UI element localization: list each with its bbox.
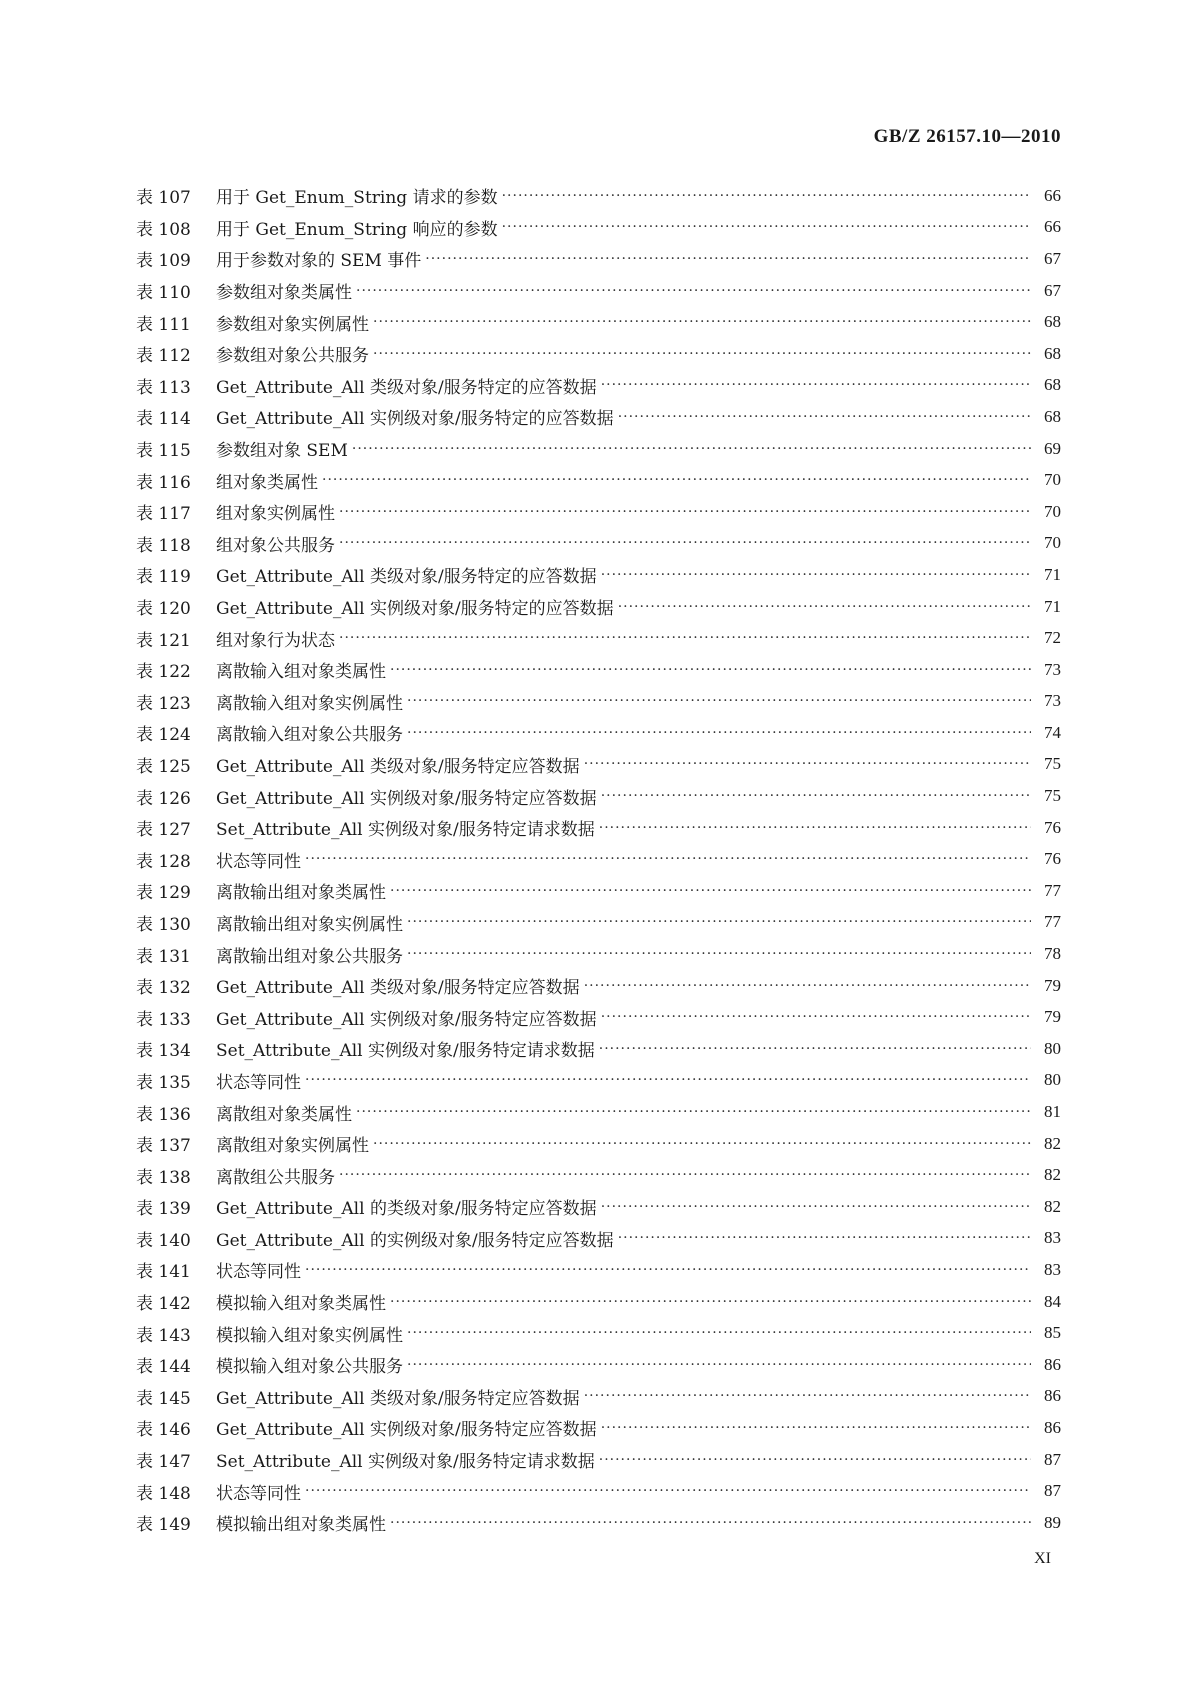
toc-entry[interactable] — [136, 591, 1061, 623]
toc-entry-page: 87 — [1044, 1481, 1061, 1501]
toc-entry-page: 66 — [1044, 185, 1061, 205]
toc-entry[interactable] — [136, 1128, 1061, 1160]
toc-entry-number: 表 139 — [136, 1199, 191, 1220]
toc-entry-number: 表 111 — [136, 314, 191, 335]
toc-entry-page: 82 — [1044, 1133, 1061, 1153]
toc-entry[interactable] — [136, 875, 1061, 907]
toc-entry[interactable] — [136, 686, 1061, 718]
toc-entry-title: 组对象类属性 — [216, 472, 318, 493]
toc-entry-number: 表 112 — [136, 346, 191, 367]
toc-entry-page: 85 — [1044, 1323, 1061, 1343]
toc-entry[interactable] — [136, 1096, 1061, 1128]
toc-entry-number: 表 146 — [136, 1420, 191, 1441]
toc-leader-dots — [390, 1294, 1031, 1310]
toc-leader-dots — [407, 946, 1031, 962]
toc-leader-dots — [305, 1262, 1031, 1278]
toc-entry-title: 模拟输入组对象公共服务 — [216, 1357, 403, 1378]
toc-entry-title: Get_Attribute_All 实例级对象/服务特定应答数据 — [216, 1009, 597, 1030]
toc-entry-page: 67 — [1044, 248, 1061, 268]
toc-entry[interactable] — [136, 1475, 1061, 1507]
toc-entry-number: 表 144 — [136, 1357, 191, 1378]
toc-entry[interactable] — [136, 1033, 1061, 1065]
toc-entry-number: 表 134 — [136, 1041, 191, 1062]
toc-entry[interactable] — [136, 1317, 1061, 1349]
toc-entry-title: 模拟输入组对象实例属性 — [216, 1325, 403, 1346]
toc-leader-dots — [601, 788, 1031, 804]
toc-entry-number: 表 141 — [136, 1262, 191, 1283]
toc-leader-dots — [601, 1009, 1031, 1025]
toc-leader-dots — [356, 283, 1031, 299]
toc-entry-page: 86 — [1044, 1417, 1061, 1437]
toc-entry-number: 表 121 — [136, 630, 191, 651]
toc-entry-number: 表 128 — [136, 851, 191, 872]
toc-entry-title: 组对象实例属性 — [216, 504, 335, 525]
toc-entry[interactable] — [136, 1412, 1061, 1444]
toc-entry-title: Get_Attribute_All 类级对象/服务特定应答数据 — [216, 1388, 580, 1409]
toc-entry-title: Get_Attribute_All 实例级对象/服务特定应答数据 — [216, 1420, 597, 1441]
toc-entry-page: 82 — [1044, 1196, 1061, 1216]
toc-entry[interactable] — [136, 1159, 1061, 1191]
toc-entry-number: 表 114 — [136, 409, 191, 430]
toc-entry-number: 表 131 — [136, 946, 191, 967]
toc-entry-number: 表 138 — [136, 1167, 191, 1188]
toc-entry-number: 表 133 — [136, 1009, 191, 1030]
toc-entry[interactable] — [136, 1191, 1061, 1223]
toc-leader-dots — [425, 251, 1031, 267]
toc-entry-page: 72 — [1044, 628, 1061, 648]
toc-leader-dots — [584, 1388, 1031, 1404]
toc-leader-dots — [407, 914, 1031, 930]
toc-entry[interactable] — [136, 717, 1061, 749]
toc-entry-title: Get_Attribute_All 的类级对象/服务特定应答数据 — [216, 1199, 597, 1220]
toc-entry-number: 表 119 — [136, 567, 191, 588]
toc-entry-number: 表 109 — [136, 251, 191, 272]
toc-entry-page: 68 — [1044, 375, 1061, 395]
toc-entry-title: 离散组公共服务 — [216, 1167, 335, 1188]
toc-leader-dots — [339, 504, 1031, 520]
toc-entry-page: 89 — [1044, 1512, 1061, 1532]
toc-entry[interactable] — [136, 180, 1061, 212]
toc-entry[interactable] — [136, 401, 1061, 433]
toc-entry[interactable] — [136, 843, 1061, 875]
toc-entry-page: 81 — [1044, 1102, 1061, 1122]
toc-entry-title: 用于 Get_Enum_String 响应的参数 — [216, 219, 498, 240]
toc-entry-page: 71 — [1044, 596, 1061, 616]
toc-entry-page: 70 — [1044, 470, 1061, 490]
toc-leader-dots — [601, 567, 1031, 583]
toc-entry-page: 75 — [1044, 754, 1061, 774]
toc-entry-title: 组对象公共服务 — [216, 535, 335, 556]
toc-leader-dots — [584, 978, 1031, 994]
toc-entry-page: 68 — [1044, 406, 1061, 426]
document-code: GB/Z 26157.10—2010 — [873, 126, 1061, 147]
toc-entry-number: 表 107 — [136, 188, 191, 209]
toc-entry-number: 表 149 — [136, 1515, 191, 1536]
toc-entry[interactable] — [136, 1001, 1061, 1033]
toc-entry-title: Get_Attribute_All 类级对象/服务特定应答数据 — [216, 978, 580, 999]
toc-entry-page: 67 — [1044, 280, 1061, 300]
toc-entry-title: Set_Attribute_All 实例级对象/服务特定请求数据 — [216, 1041, 595, 1062]
toc-entry-title: Set_Attribute_All 实例级对象/服务特定请求数据 — [216, 1452, 595, 1473]
table-of-contents — [136, 180, 1061, 1539]
toc-leader-dots — [407, 1357, 1031, 1373]
toc-leader-dots — [618, 599, 1031, 615]
toc-entry[interactable] — [136, 528, 1061, 560]
toc-entry-title: 用于参数对象的 SEM 事件 — [216, 251, 422, 272]
toc-entry-number: 表 118 — [136, 535, 191, 556]
toc-entry-number: 表 108 — [136, 219, 191, 240]
toc-leader-dots — [599, 1041, 1031, 1057]
toc-entry[interactable] — [136, 1381, 1061, 1413]
toc-entry-number: 表 136 — [136, 1104, 191, 1125]
toc-entry-page: 79 — [1044, 1007, 1061, 1027]
toc-leader-dots — [339, 1167, 1031, 1183]
toc-entry-title: 状态等同性 — [216, 1262, 301, 1283]
toc-entry[interactable] — [136, 243, 1061, 275]
toc-entry-number: 表 147 — [136, 1452, 191, 1473]
toc-entry[interactable] — [136, 212, 1061, 244]
toc-leader-dots — [352, 441, 1031, 457]
toc-entry[interactable] — [136, 306, 1061, 338]
toc-entry-number: 表 132 — [136, 978, 191, 999]
toc-leader-dots — [305, 851, 1031, 867]
toc-leader-dots — [601, 377, 1031, 393]
toc-entry[interactable] — [136, 938, 1061, 970]
toc-entry-number: 表 140 — [136, 1230, 191, 1251]
toc-entry-number: 表 116 — [136, 472, 191, 493]
toc-entry-title: Get_Attribute_All 的实例级对象/服务特定应答数据 — [216, 1230, 614, 1251]
toc-entry-number: 表 126 — [136, 788, 191, 809]
toc-entry[interactable] — [136, 370, 1061, 402]
toc-entry-title: 离散输入组对象类属性 — [216, 662, 386, 683]
toc-entry-page: 87 — [1044, 1449, 1061, 1469]
toc-entry-title: 参数组对象类属性 — [216, 283, 352, 304]
toc-entry-title: Set_Attribute_All 实例级对象/服务特定请求数据 — [216, 820, 595, 841]
toc-entry-title: 状态等同性 — [216, 851, 301, 872]
toc-entry-title: 模拟输出组对象类属性 — [216, 1515, 386, 1536]
toc-leader-dots — [584, 756, 1031, 772]
toc-leader-dots — [502, 188, 1031, 204]
toc-entry[interactable] — [136, 907, 1061, 939]
toc-entry-number: 表 129 — [136, 883, 191, 904]
toc-entry[interactable] — [136, 654, 1061, 686]
toc-entry-page: 86 — [1044, 1354, 1061, 1374]
toc-entry[interactable] — [136, 464, 1061, 496]
toc-leader-dots — [339, 630, 1031, 646]
toc-leader-dots — [599, 1452, 1031, 1468]
toc-entry-title: Get_Attribute_All 类级对象/服务特定的应答数据 — [216, 567, 597, 588]
toc-entry-title: 状态等同性 — [216, 1483, 301, 1504]
toc-leader-dots — [390, 883, 1031, 899]
toc-entry[interactable] — [136, 970, 1061, 1002]
toc-leader-dots — [390, 1515, 1031, 1531]
toc-entry-page: 76 — [1044, 817, 1061, 837]
toc-entry-number: 表 123 — [136, 693, 191, 714]
toc-leader-dots — [373, 1136, 1031, 1152]
toc-entry[interactable] — [136, 1254, 1061, 1286]
toc-entry-number: 表 148 — [136, 1483, 191, 1504]
toc-entry-page: 68 — [1044, 312, 1061, 332]
toc-leader-dots — [390, 662, 1031, 678]
toc-entry-page: 66 — [1044, 217, 1061, 237]
toc-entry-number: 表 125 — [136, 756, 191, 777]
toc-leader-dots — [407, 693, 1031, 709]
toc-entry-title: 离散输入组对象实例属性 — [216, 693, 403, 714]
toc-entry-page: 79 — [1044, 975, 1061, 995]
toc-entry-number: 表 135 — [136, 1072, 191, 1093]
toc-entry-number: 表 142 — [136, 1294, 191, 1315]
toc-entry-number: 表 124 — [136, 725, 191, 746]
toc-entry-page: 69 — [1044, 438, 1061, 458]
toc-leader-dots — [373, 346, 1031, 362]
toc-entry[interactable] — [136, 622, 1061, 654]
toc-entry-page: 83 — [1044, 1259, 1061, 1279]
toc-entry[interactable] — [136, 1286, 1061, 1318]
toc-entry-title: Get_Attribute_All 类级对象/服务特定的应答数据 — [216, 377, 597, 398]
toc-leader-dots — [322, 472, 1031, 488]
toc-leader-dots — [618, 409, 1031, 425]
toc-entry-number: 表 113 — [136, 377, 191, 398]
toc-entry-page: 76 — [1044, 849, 1061, 869]
toc-entry-number: 表 117 — [136, 504, 191, 525]
toc-entry-page: 73 — [1044, 691, 1061, 711]
toc-entry-title: 用于 Get_Enum_String 请求的参数 — [216, 188, 498, 209]
toc-entry-page: 70 — [1044, 533, 1061, 553]
toc-leader-dots — [599, 820, 1031, 836]
toc-leader-dots — [601, 1199, 1031, 1215]
page-number: XI — [1034, 1550, 1051, 1567]
toc-leader-dots — [502, 219, 1031, 235]
toc-entry-title: Get_Attribute_All 类级对象/服务特定应答数据 — [216, 756, 580, 777]
toc-leader-dots — [373, 314, 1031, 330]
toc-entry-page: 74 — [1044, 722, 1061, 742]
toc-entry-page: 83 — [1044, 1228, 1061, 1248]
toc-entry-page: 84 — [1044, 1291, 1061, 1311]
toc-leader-dots — [339, 535, 1031, 551]
toc-leader-dots — [407, 1325, 1031, 1341]
toc-entry-title: Get_Attribute_All 实例级对象/服务特定的应答数据 — [216, 409, 614, 430]
toc-entry-title: Get_Attribute_All 实例级对象/服务特定的应答数据 — [216, 599, 614, 620]
toc-entry-number: 表 145 — [136, 1388, 191, 1409]
toc-leader-dots — [305, 1483, 1031, 1499]
toc-entry[interactable] — [136, 749, 1061, 781]
toc-entry-title: 参数组对象 SEM — [216, 441, 348, 462]
toc-leader-dots — [356, 1104, 1031, 1120]
toc-entry-number: 表 110 — [136, 283, 191, 304]
toc-entry[interactable] — [136, 1223, 1061, 1255]
toc-entry[interactable] — [136, 275, 1061, 307]
toc-leader-dots — [618, 1230, 1031, 1246]
toc-entry-title: 离散输出组对象类属性 — [216, 883, 386, 904]
toc-entry-title: 离散输出组对象实例属性 — [216, 914, 403, 935]
toc-entry-title: 离散组对象类属性 — [216, 1104, 352, 1125]
toc-entry-page: 86 — [1044, 1386, 1061, 1406]
toc-entry-number: 表 120 — [136, 599, 191, 620]
toc-entry[interactable] — [136, 1507, 1061, 1539]
toc-entry-title: 参数组对象公共服务 — [216, 346, 369, 367]
toc-entry-number: 表 143 — [136, 1325, 191, 1346]
toc-entry-number: 表 127 — [136, 820, 191, 841]
toc-entry-page: 73 — [1044, 659, 1061, 679]
toc-entry[interactable] — [136, 1444, 1061, 1476]
toc-leader-dots — [407, 725, 1031, 741]
toc-entry[interactable] — [136, 812, 1061, 844]
toc-entry-title: 离散组对象实例属性 — [216, 1136, 369, 1157]
toc-entry-number: 表 137 — [136, 1136, 191, 1157]
toc-entry-page: 77 — [1044, 880, 1061, 900]
toc-entry-page: 77 — [1044, 912, 1061, 932]
toc-entry[interactable] — [136, 338, 1061, 370]
toc-entry-page: 70 — [1044, 501, 1061, 521]
toc-entry-title: 离散输出组对象公共服务 — [216, 946, 403, 967]
toc-entry-title: 状态等同性 — [216, 1072, 301, 1093]
toc-entry[interactable] — [136, 433, 1061, 465]
toc-entry-page: 68 — [1044, 343, 1061, 363]
toc-entry[interactable] — [136, 559, 1061, 591]
toc-leader-dots — [601, 1420, 1031, 1436]
toc-leader-dots — [305, 1072, 1031, 1088]
toc-entry[interactable] — [136, 1065, 1061, 1097]
toc-entry-number: 表 122 — [136, 662, 191, 683]
toc-entry-title: 模拟输入组对象类属性 — [216, 1294, 386, 1315]
toc-entry-page: 78 — [1044, 944, 1061, 964]
toc-entry-number: 表 115 — [136, 441, 191, 462]
toc-entry-page: 71 — [1044, 564, 1061, 584]
toc-entry[interactable] — [136, 496, 1061, 528]
toc-entry-page: 82 — [1044, 1165, 1061, 1185]
toc-entry-title: Get_Attribute_All 实例级对象/服务特定应答数据 — [216, 788, 597, 809]
toc-entry-title: 组对象行为状态 — [216, 630, 335, 651]
toc-entry[interactable] — [136, 780, 1061, 812]
toc-entry[interactable] — [136, 1349, 1061, 1381]
toc-entry-page: 80 — [1044, 1038, 1061, 1058]
toc-entry-page: 80 — [1044, 1070, 1061, 1090]
toc-entry-page: 75 — [1044, 786, 1061, 806]
toc-entry-title: 参数组对象实例属性 — [216, 314, 369, 335]
toc-entry-title: 离散输入组对象公共服务 — [216, 725, 403, 746]
toc-entry-number: 表 130 — [136, 914, 191, 935]
